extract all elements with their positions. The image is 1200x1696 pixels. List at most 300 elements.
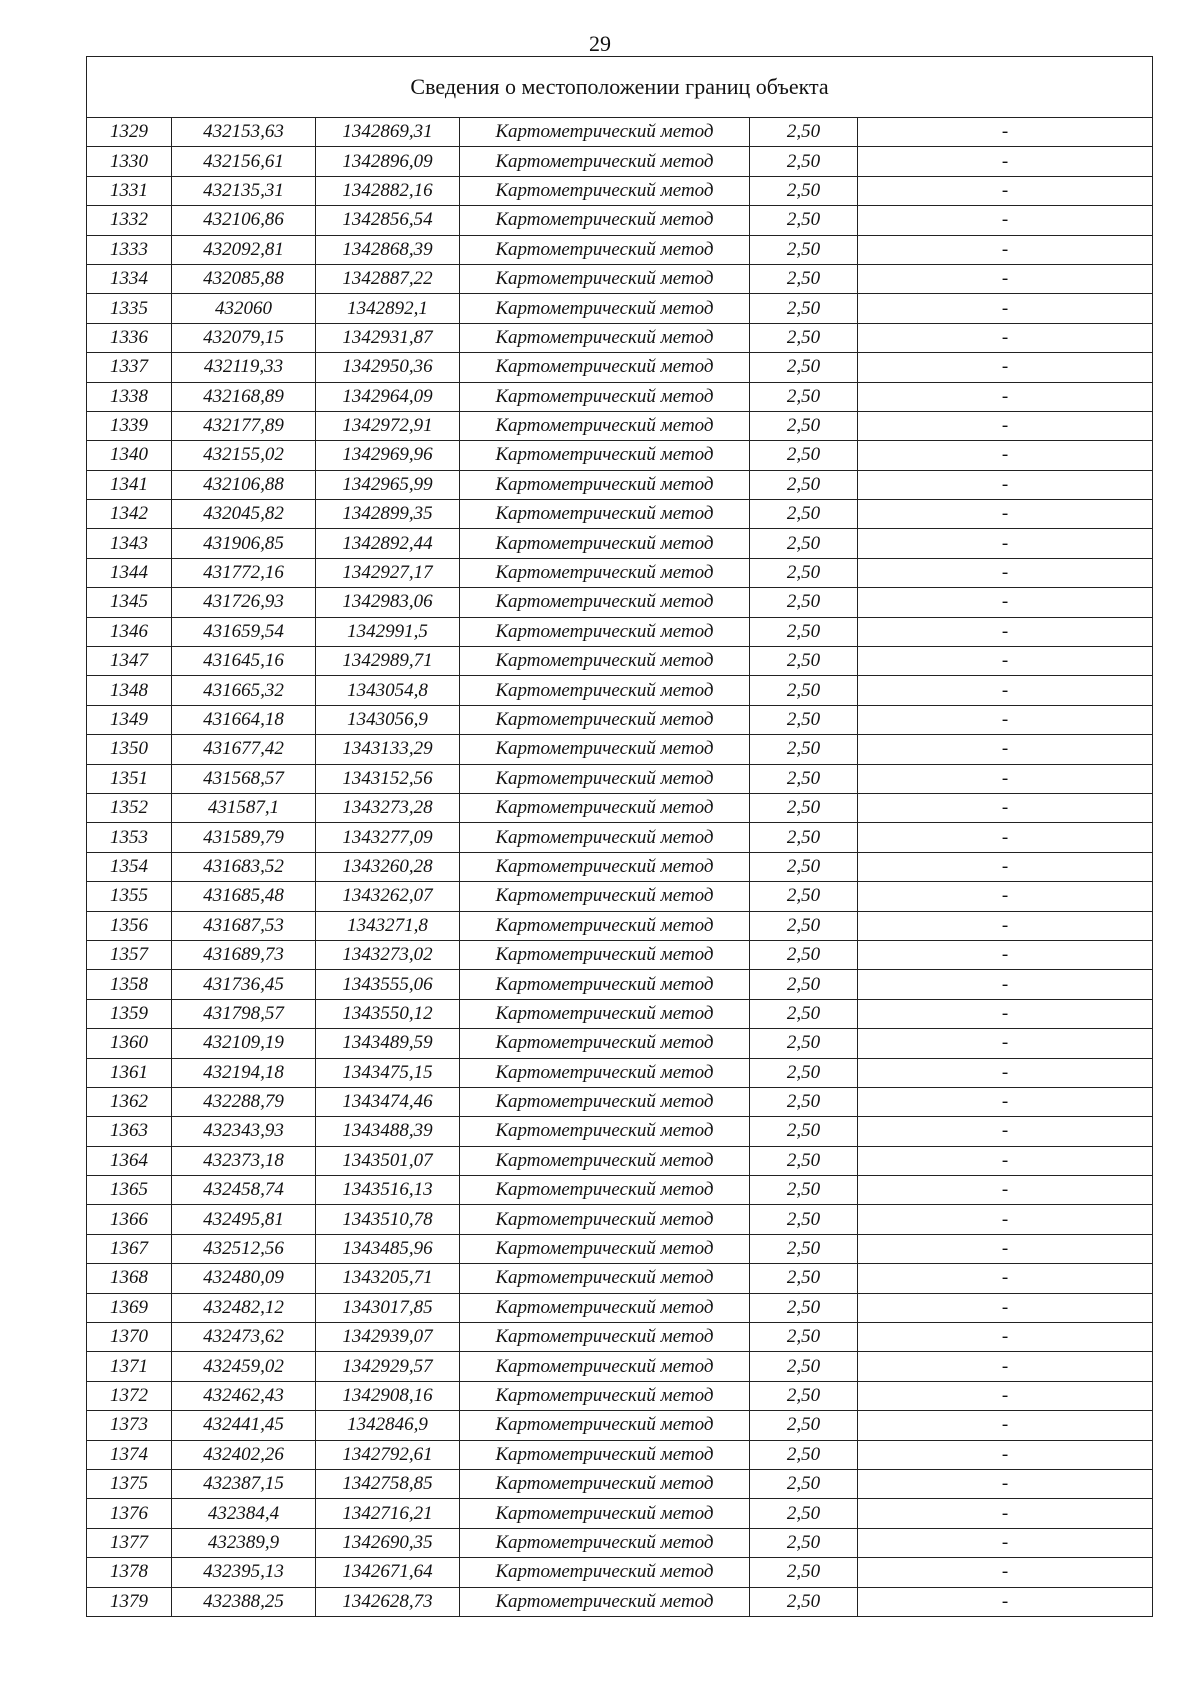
table-row (87, 235, 1153, 264)
method-cell: Картометрический метод (460, 1381, 750, 1410)
accuracy-cell: 2,50 (750, 147, 858, 176)
method-cell: Картометрический метод (460, 1117, 750, 1146)
table-row (87, 558, 1153, 587)
table-row (87, 353, 1153, 382)
description-cell: - (858, 1205, 1153, 1234)
x-coordinate-cell: 431683,52 (172, 852, 316, 881)
method-cell: Картометрический метод (460, 764, 750, 793)
accuracy-cell: 2,50 (750, 1117, 858, 1146)
x-coordinate-cell: 431677,42 (172, 735, 316, 764)
x-coordinate-cell: 431589,79 (172, 823, 316, 852)
description-cell: - (858, 852, 1153, 881)
accuracy-cell: 2,50 (750, 1352, 858, 1381)
table-row (87, 206, 1153, 235)
point-number-cell: 1339 (87, 411, 172, 440)
accuracy-cell: 2,50 (750, 353, 858, 382)
description-cell: - (858, 529, 1153, 558)
boundary-coordinates-table (86, 56, 1153, 1617)
method-cell: Картометрический метод (460, 500, 750, 529)
x-coordinate-cell: 431587,1 (172, 793, 316, 822)
description-cell: - (858, 353, 1153, 382)
point-number-cell: 1329 (87, 118, 172, 147)
method-cell: Картометрический метод (460, 1352, 750, 1381)
point-number-cell: 1348 (87, 676, 172, 705)
accuracy-cell: 2,50 (750, 705, 858, 734)
x-coordinate-cell: 432119,33 (172, 353, 316, 382)
accuracy-cell: 2,50 (750, 1293, 858, 1322)
description-cell: - (858, 118, 1153, 147)
description-cell: - (858, 1440, 1153, 1469)
x-coordinate-cell: 432441,45 (172, 1411, 316, 1440)
x-coordinate-cell: 431798,57 (172, 999, 316, 1028)
description-cell: - (858, 147, 1153, 176)
method-cell: Картометрический метод (460, 558, 750, 587)
point-number-cell: 1367 (87, 1234, 172, 1263)
table-row (87, 1440, 1153, 1469)
point-number-cell: 1363 (87, 1117, 172, 1146)
description-cell: - (858, 1234, 1153, 1263)
y-coordinate-cell: 1343054,8 (316, 676, 460, 705)
y-coordinate-cell: 1342972,91 (316, 411, 460, 440)
accuracy-cell: 2,50 (750, 735, 858, 764)
method-cell: Картометрический метод (460, 999, 750, 1028)
accuracy-cell: 2,50 (750, 1176, 858, 1205)
point-number-cell: 1377 (87, 1528, 172, 1557)
description-cell: - (858, 1381, 1153, 1410)
point-number-cell: 1375 (87, 1469, 172, 1498)
accuracy-cell: 2,50 (750, 382, 858, 411)
x-coordinate-cell: 432388,25 (172, 1587, 316, 1616)
accuracy-cell: 2,50 (750, 235, 858, 264)
y-coordinate-cell: 1343133,29 (316, 735, 460, 764)
accuracy-cell: 2,50 (750, 176, 858, 205)
y-coordinate-cell: 1343152,56 (316, 764, 460, 793)
x-coordinate-cell: 432177,89 (172, 411, 316, 440)
table-row (87, 911, 1153, 940)
method-cell: Картометрический метод (460, 1293, 750, 1322)
description-cell: - (858, 1058, 1153, 1087)
description-cell: - (858, 764, 1153, 793)
y-coordinate-cell: 1343273,02 (316, 940, 460, 969)
description-cell: - (858, 176, 1153, 205)
x-coordinate-cell: 431687,53 (172, 911, 316, 940)
x-coordinate-cell: 432153,63 (172, 118, 316, 147)
y-coordinate-cell: 1343056,9 (316, 705, 460, 734)
method-cell: Картометрический метод (460, 1469, 750, 1498)
method-cell: Картометрический метод (460, 1205, 750, 1234)
method-cell: Картометрический метод (460, 588, 750, 617)
table-row (87, 970, 1153, 999)
method-cell: Картометрический метод (460, 1411, 750, 1440)
x-coordinate-cell: 432045,82 (172, 500, 316, 529)
accuracy-cell: 2,50 (750, 1469, 858, 1498)
y-coordinate-cell: 1342983,06 (316, 588, 460, 617)
x-coordinate-cell: 432473,62 (172, 1323, 316, 1352)
x-coordinate-cell: 431645,16 (172, 647, 316, 676)
method-cell: Картометрический метод (460, 441, 750, 470)
point-number-cell: 1344 (87, 558, 172, 587)
method-cell: Картометрический метод (460, 1087, 750, 1116)
table-row (87, 1176, 1153, 1205)
method-cell: Картометрический метод (460, 617, 750, 646)
point-number-cell: 1361 (87, 1058, 172, 1087)
method-cell: Картометрический метод (460, 911, 750, 940)
description-cell: - (858, 411, 1153, 440)
point-number-cell: 1376 (87, 1499, 172, 1528)
table-row (87, 823, 1153, 852)
method-cell: Картометрический метод (460, 735, 750, 764)
accuracy-cell: 2,50 (750, 1205, 858, 1234)
table-row (87, 1293, 1153, 1322)
y-coordinate-cell: 1342939,07 (316, 1323, 460, 1352)
table-row (87, 647, 1153, 676)
x-coordinate-cell: 431659,54 (172, 617, 316, 646)
point-number-cell: 1336 (87, 323, 172, 352)
point-number-cell: 1353 (87, 823, 172, 852)
accuracy-cell: 2,50 (750, 118, 858, 147)
y-coordinate-cell: 1343488,39 (316, 1117, 460, 1146)
description-cell: - (858, 823, 1153, 852)
description-cell: - (858, 793, 1153, 822)
method-cell: Картометрический метод (460, 705, 750, 734)
x-coordinate-cell: 431906,85 (172, 529, 316, 558)
point-number-cell: 1350 (87, 735, 172, 764)
point-number-cell: 1365 (87, 1176, 172, 1205)
point-number-cell: 1369 (87, 1293, 172, 1322)
x-coordinate-cell: 432079,15 (172, 323, 316, 352)
accuracy-cell: 2,50 (750, 558, 858, 587)
table-row (87, 529, 1153, 558)
table-row (87, 147, 1153, 176)
method-cell: Картометрический метод (460, 1499, 750, 1528)
accuracy-cell: 2,50 (750, 793, 858, 822)
description-cell: - (858, 911, 1153, 940)
point-number-cell: 1333 (87, 235, 172, 264)
point-number-cell: 1368 (87, 1264, 172, 1293)
method-cell: Картометрический метод (460, 1528, 750, 1557)
x-coordinate-cell: 432156,61 (172, 147, 316, 176)
x-coordinate-cell: 431772,16 (172, 558, 316, 587)
description-cell: - (858, 1176, 1153, 1205)
y-coordinate-cell: 1342899,35 (316, 500, 460, 529)
method-cell: Картометрический метод (460, 1587, 750, 1616)
table-row (87, 323, 1153, 352)
method-cell: Картометрический метод (460, 940, 750, 969)
accuracy-cell: 2,50 (750, 1528, 858, 1557)
accuracy-cell: 2,50 (750, 1440, 858, 1469)
y-coordinate-cell: 1342887,22 (316, 264, 460, 293)
page-number: 29 (589, 31, 611, 56)
y-coordinate-cell: 1343555,06 (316, 970, 460, 999)
y-coordinate-cell: 1343550,12 (316, 999, 460, 1028)
y-coordinate-cell: 1343262,07 (316, 882, 460, 911)
point-number-cell: 1332 (87, 206, 172, 235)
description-cell: - (858, 264, 1153, 293)
table-row (87, 411, 1153, 440)
x-coordinate-cell: 432459,02 (172, 1352, 316, 1381)
description-cell: - (858, 1499, 1153, 1528)
y-coordinate-cell: 1342929,57 (316, 1352, 460, 1381)
table-title: Сведения о местоположении границ объекта (87, 57, 1153, 118)
y-coordinate-cell: 1342896,09 (316, 147, 460, 176)
x-coordinate-cell: 432373,18 (172, 1146, 316, 1175)
y-coordinate-cell: 1343277,09 (316, 823, 460, 852)
table-row (87, 264, 1153, 293)
point-number-cell: 1371 (87, 1352, 172, 1381)
y-coordinate-cell: 1342856,54 (316, 206, 460, 235)
x-coordinate-cell: 432106,86 (172, 206, 316, 235)
method-cell: Картометрический метод (460, 1176, 750, 1205)
description-cell: - (858, 323, 1153, 352)
y-coordinate-cell: 1343260,28 (316, 852, 460, 881)
point-number-cell: 1359 (87, 999, 172, 1028)
accuracy-cell: 2,50 (750, 852, 858, 881)
x-coordinate-cell: 432384,4 (172, 1499, 316, 1528)
point-number-cell: 1335 (87, 294, 172, 323)
table-row (87, 1411, 1153, 1440)
table-row (87, 705, 1153, 734)
x-coordinate-cell: 432389,9 (172, 1528, 316, 1557)
description-cell: - (858, 1411, 1153, 1440)
method-cell: Картометрический метод (460, 1323, 750, 1352)
method-cell: Картометрический метод (460, 1440, 750, 1469)
description-cell: - (858, 617, 1153, 646)
description-cell: - (858, 999, 1153, 1028)
description-cell: - (858, 735, 1153, 764)
point-number-cell: 1334 (87, 264, 172, 293)
point-number-cell: 1355 (87, 882, 172, 911)
y-coordinate-cell: 1342931,87 (316, 323, 460, 352)
y-coordinate-cell: 1343205,71 (316, 1264, 460, 1293)
table-row (87, 1381, 1153, 1410)
y-coordinate-cell: 1343271,8 (316, 911, 460, 940)
x-coordinate-cell: 432085,88 (172, 264, 316, 293)
table-row (87, 588, 1153, 617)
accuracy-cell: 2,50 (750, 529, 858, 558)
method-cell: Картометрический метод (460, 147, 750, 176)
accuracy-cell: 2,50 (750, 999, 858, 1028)
accuracy-cell: 2,50 (750, 940, 858, 969)
table-body (87, 118, 1153, 1617)
y-coordinate-cell: 1342989,71 (316, 647, 460, 676)
method-cell: Картометрический метод (460, 118, 750, 147)
description-cell: - (858, 206, 1153, 235)
method-cell: Картометрический метод (460, 353, 750, 382)
y-coordinate-cell: 1342908,16 (316, 1381, 460, 1410)
point-number-cell: 1366 (87, 1205, 172, 1234)
table-row (87, 1558, 1153, 1587)
accuracy-cell: 2,50 (750, 1146, 858, 1175)
y-coordinate-cell: 1342882,16 (316, 176, 460, 205)
y-coordinate-cell: 1343501,07 (316, 1146, 460, 1175)
y-coordinate-cell: 1342927,17 (316, 558, 460, 587)
x-coordinate-cell: 432155,02 (172, 441, 316, 470)
method-cell: Картометрический метод (460, 852, 750, 881)
accuracy-cell: 2,50 (750, 617, 858, 646)
description-cell: - (858, 1469, 1153, 1498)
accuracy-cell: 2,50 (750, 411, 858, 440)
accuracy-cell: 2,50 (750, 294, 858, 323)
description-cell: - (858, 647, 1153, 676)
x-coordinate-cell: 432106,88 (172, 470, 316, 499)
accuracy-cell: 2,50 (750, 206, 858, 235)
y-coordinate-cell: 1342868,39 (316, 235, 460, 264)
point-number-cell: 1379 (87, 1587, 172, 1616)
y-coordinate-cell: 1342964,09 (316, 382, 460, 411)
y-coordinate-cell: 1342892,44 (316, 529, 460, 558)
y-coordinate-cell: 1343510,78 (316, 1205, 460, 1234)
y-coordinate-cell: 1342969,96 (316, 441, 460, 470)
description-cell: - (858, 470, 1153, 499)
x-coordinate-cell: 431664,18 (172, 705, 316, 734)
method-cell: Картометрический метод (460, 264, 750, 293)
point-number-cell: 1341 (87, 470, 172, 499)
point-number-cell: 1356 (87, 911, 172, 940)
method-cell: Картометрический метод (460, 382, 750, 411)
accuracy-cell: 2,50 (750, 1087, 858, 1116)
accuracy-cell: 2,50 (750, 470, 858, 499)
y-coordinate-cell: 1343273,28 (316, 793, 460, 822)
point-number-cell: 1354 (87, 852, 172, 881)
description-cell: - (858, 1293, 1153, 1322)
point-number-cell: 1343 (87, 529, 172, 558)
x-coordinate-cell: 431689,73 (172, 940, 316, 969)
table-row (87, 882, 1153, 911)
description-cell: - (858, 1087, 1153, 1116)
point-number-cell: 1352 (87, 793, 172, 822)
x-coordinate-cell: 431736,45 (172, 970, 316, 999)
table-row (87, 1264, 1153, 1293)
method-cell: Картометрический метод (460, 470, 750, 499)
point-number-cell: 1338 (87, 382, 172, 411)
accuracy-cell: 2,50 (750, 441, 858, 470)
description-cell: - (858, 970, 1153, 999)
y-coordinate-cell: 1342869,31 (316, 118, 460, 147)
description-cell: - (858, 441, 1153, 470)
description-cell: - (858, 382, 1153, 411)
point-number-cell: 1364 (87, 1146, 172, 1175)
description-cell: - (858, 882, 1153, 911)
description-cell: - (858, 1264, 1153, 1293)
point-number-cell: 1373 (87, 1411, 172, 1440)
x-coordinate-cell: 431685,48 (172, 882, 316, 911)
x-coordinate-cell: 432495,81 (172, 1205, 316, 1234)
y-coordinate-cell: 1342671,64 (316, 1558, 460, 1587)
x-coordinate-cell: 432168,89 (172, 382, 316, 411)
table-row (87, 617, 1153, 646)
x-coordinate-cell: 432387,15 (172, 1469, 316, 1498)
point-number-cell: 1346 (87, 617, 172, 646)
method-cell: Картометрический метод (460, 970, 750, 999)
point-number-cell: 1349 (87, 705, 172, 734)
table-row (87, 1499, 1153, 1528)
description-cell: - (858, 588, 1153, 617)
point-number-cell: 1370 (87, 1323, 172, 1352)
point-number-cell: 1362 (87, 1087, 172, 1116)
method-cell: Картометрический метод (460, 176, 750, 205)
table-row (87, 1528, 1153, 1557)
description-cell: - (858, 1323, 1153, 1352)
description-cell: - (858, 1029, 1153, 1058)
description-cell: - (858, 1528, 1153, 1557)
x-coordinate-cell: 432402,26 (172, 1440, 316, 1469)
description-cell: - (858, 676, 1153, 705)
point-number-cell: 1374 (87, 1440, 172, 1469)
point-number-cell: 1330 (87, 147, 172, 176)
accuracy-cell: 2,50 (750, 1264, 858, 1293)
x-coordinate-cell: 432092,81 (172, 235, 316, 264)
method-cell: Картометрический метод (460, 323, 750, 352)
point-number-cell: 1357 (87, 940, 172, 969)
table-row (87, 1117, 1153, 1146)
method-cell: Картометрический метод (460, 1058, 750, 1087)
point-number-cell: 1347 (87, 647, 172, 676)
x-coordinate-cell: 431726,93 (172, 588, 316, 617)
x-coordinate-cell: 432060 (172, 294, 316, 323)
table-row (87, 176, 1153, 205)
point-number-cell: 1378 (87, 1558, 172, 1587)
method-cell: Картометрический метод (460, 411, 750, 440)
method-cell: Картометрический метод (460, 294, 750, 323)
y-coordinate-cell: 1342846,9 (316, 1411, 460, 1440)
accuracy-cell: 2,50 (750, 764, 858, 793)
table-row (87, 500, 1153, 529)
x-coordinate-cell: 432458,74 (172, 1176, 316, 1205)
table-row (87, 1323, 1153, 1352)
description-cell: - (858, 1117, 1153, 1146)
accuracy-cell: 2,50 (750, 323, 858, 352)
description-cell: - (858, 558, 1153, 587)
point-number-cell: 1360 (87, 1029, 172, 1058)
method-cell: Картометрический метод (460, 1029, 750, 1058)
description-cell: - (858, 500, 1153, 529)
table-row (87, 735, 1153, 764)
table-row (87, 999, 1153, 1028)
method-cell: Картометрический метод (460, 1234, 750, 1263)
y-coordinate-cell: 1343474,46 (316, 1087, 460, 1116)
x-coordinate-cell: 431665,32 (172, 676, 316, 705)
accuracy-cell: 2,50 (750, 264, 858, 293)
y-coordinate-cell: 1342950,36 (316, 353, 460, 382)
table-row (87, 852, 1153, 881)
point-number-cell: 1337 (87, 353, 172, 382)
y-coordinate-cell: 1343489,59 (316, 1029, 460, 1058)
description-cell: - (858, 235, 1153, 264)
y-coordinate-cell: 1342991,5 (316, 617, 460, 646)
y-coordinate-cell: 1342965,99 (316, 470, 460, 499)
method-cell: Картометрический метод (460, 235, 750, 264)
table-title-row (87, 57, 1153, 118)
table-row (87, 441, 1153, 470)
x-coordinate-cell: 432194,18 (172, 1058, 316, 1087)
accuracy-cell: 2,50 (750, 970, 858, 999)
table-row (87, 940, 1153, 969)
point-number-cell: 1372 (87, 1381, 172, 1410)
method-cell: Картометрический метод (460, 1558, 750, 1587)
table-row (87, 1087, 1153, 1116)
point-number-cell: 1358 (87, 970, 172, 999)
table-row (87, 793, 1153, 822)
table-row (87, 1146, 1153, 1175)
accuracy-cell: 2,50 (750, 823, 858, 852)
description-cell: - (858, 294, 1153, 323)
table-row (87, 1469, 1153, 1498)
method-cell: Картометрический метод (460, 823, 750, 852)
accuracy-cell: 2,50 (750, 676, 858, 705)
description-cell: - (858, 940, 1153, 969)
accuracy-cell: 2,50 (750, 647, 858, 676)
x-coordinate-cell: 432135,31 (172, 176, 316, 205)
